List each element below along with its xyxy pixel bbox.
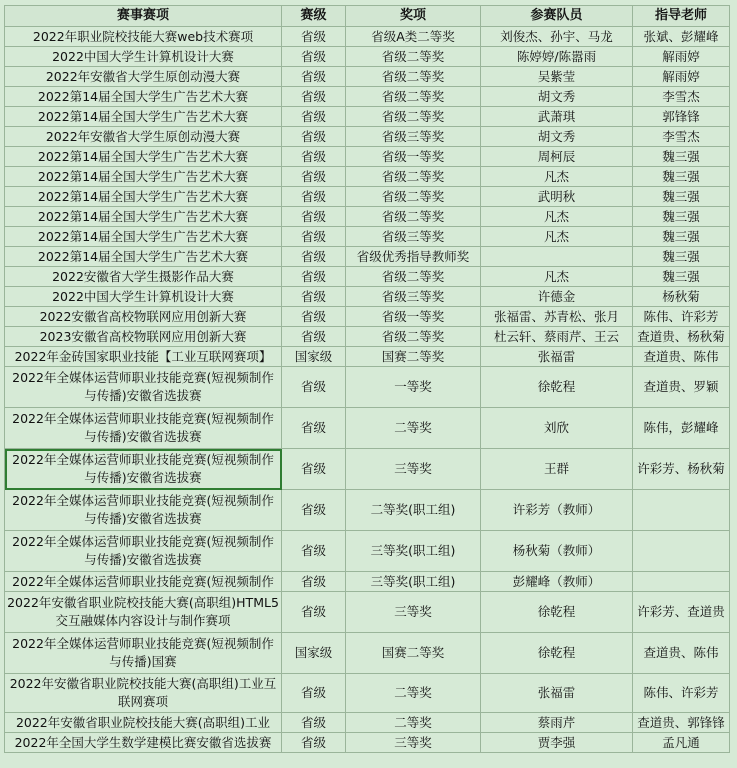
table-row	[5, 107, 730, 127]
table-body	[5, 27, 730, 753]
competition-cell[interactable]: 2022年全媒体运营师职业技能竞赛(短视频制作	[5, 572, 282, 592]
advisors-cell[interactable]: 魏三强	[633, 247, 730, 267]
table-row	[5, 67, 730, 87]
award-cell[interactable]: 二等奖(职工组)	[346, 490, 481, 531]
advisors-cell[interactable]: 陈伟，彭耀峰	[633, 408, 730, 449]
level-cell[interactable]: 省级	[282, 327, 346, 347]
advisors-cell[interactable]: 陈伟、许彩芳	[633, 307, 730, 327]
team-members-cell[interactable]: 杨秋菊（教师）	[481, 531, 633, 572]
advisors-cell[interactable]: 许彩芳、查道贵	[633, 592, 730, 633]
table-row	[5, 713, 730, 733]
awards-table	[4, 5, 730, 753]
advisors-cell[interactable]: 魏三强	[633, 147, 730, 167]
competition-cell[interactable]: 2022年全媒体运营师职业技能竞赛(短视频制作与传播)安徽省选拔赛	[5, 408, 282, 449]
award-cell[interactable]: 一等奖	[346, 367, 481, 408]
table-row	[5, 227, 730, 247]
award-cell[interactable]: 三等奖(职工组)	[346, 531, 481, 572]
level-cell[interactable]: 省级	[282, 267, 346, 287]
table-row	[5, 531, 730, 572]
competition-cell[interactable]: 2022年全媒体运营师职业技能竞赛(短视频制作与传播)安徽省选拔赛	[5, 367, 282, 408]
level-cell[interactable]: 省级	[282, 107, 346, 127]
competition-cell[interactable]: 2022安徽省高校物联网应用创新大赛	[5, 307, 282, 327]
award-cell[interactable]: 省级A类二等奖	[346, 27, 481, 47]
advisors-cell[interactable]: 魏三强	[633, 207, 730, 227]
level-cell[interactable]: 省级	[282, 87, 346, 107]
team-members-cell[interactable]: 贾李强	[481, 733, 633, 753]
award-cell[interactable]: 二等奖	[346, 713, 481, 733]
advisors-cell[interactable]: 魏三强	[633, 227, 730, 247]
competition-cell[interactable]: 2022第14届全国大学生广告艺术大赛	[5, 107, 282, 127]
competition-cell[interactable]: 2022第14届全国大学生广告艺术大赛	[5, 207, 282, 227]
award-cell[interactable]: 省级二等奖	[346, 327, 481, 347]
team-members-cell[interactable]: 吴紫莹	[481, 67, 633, 87]
table-row	[5, 327, 730, 347]
competition-cell[interactable]: 2022年安徽省大学生原创动漫大赛	[5, 67, 282, 87]
team-members-cell[interactable]: 武明秋	[481, 187, 633, 207]
level-cell[interactable]: 国家级	[282, 347, 346, 367]
level-cell[interactable]: 省级	[282, 147, 346, 167]
award-cell[interactable]: 省级二等奖	[346, 107, 481, 127]
award-cell[interactable]: 国赛二等奖	[346, 633, 481, 674]
advisors-cell[interactable]: 许彩芳、杨秋菊	[633, 449, 730, 490]
award-cell[interactable]: 省级二等奖	[346, 207, 481, 227]
team-members-cell[interactable]	[481, 247, 633, 267]
level-cell[interactable]: 省级	[282, 307, 346, 327]
level-cell[interactable]: 省级	[282, 67, 346, 87]
table-row	[5, 408, 730, 449]
team-members-cell[interactable]: 凡杰	[481, 207, 633, 227]
award-cell[interactable]: 省级一等奖	[346, 147, 481, 167]
competition-cell[interactable]: 2022年全媒体运营师职业技能竞赛(短视频制作与传播)安徽省选拔赛	[5, 531, 282, 572]
team-members-cell[interactable]: 凡杰	[481, 227, 633, 247]
award-cell[interactable]: 三等奖	[346, 733, 481, 753]
award-cell[interactable]: 省级二等奖	[346, 167, 481, 187]
level-cell[interactable]: 省级	[282, 572, 346, 592]
competition-cell[interactable]: 2022安徽省大学生摄影作品大赛	[5, 267, 282, 287]
level-cell[interactable]: 省级	[282, 187, 346, 207]
level-cell[interactable]: 省级	[282, 674, 346, 713]
team-members-cell[interactable]: 蔡雨芹	[481, 713, 633, 733]
header-row	[5, 6, 730, 27]
level-cell[interactable]: 省级	[282, 27, 346, 47]
team-members-cell[interactable]: 凡杰	[481, 167, 633, 187]
team-members-cell[interactable]: 陈婷婷/陈嚣雨	[481, 47, 633, 67]
competition-cell[interactable]: 2022第14届全国大学生广告艺术大赛	[5, 187, 282, 207]
team-members-cell[interactable]: 王群	[481, 449, 633, 490]
level-cell[interactable]: 省级	[282, 449, 346, 490]
advisors-cell[interactable]: 郭锋锋	[633, 107, 730, 127]
competition-cell[interactable]: 2022第14届全国大学生广告艺术大赛	[5, 227, 282, 247]
competition-cell[interactable]: 2022中国大学生计算机设计大赛	[5, 287, 282, 307]
team-members-cell[interactable]: 周柯辰	[481, 147, 633, 167]
team-members-cell[interactable]: 刘俊杰、孙宇、马龙	[481, 27, 633, 47]
award-cell[interactable]: 省级二等奖	[346, 87, 481, 107]
competition-cell[interactable]: 2022第14届全国大学生广告艺术大赛	[5, 247, 282, 267]
advisors-cell[interactable]: 查道贵、罗颖	[633, 367, 730, 408]
advisors-cell[interactable]: 查道贵、郭锋锋	[633, 713, 730, 733]
award-cell[interactable]: 省级二等奖	[346, 267, 481, 287]
header-advisors[interactable]: 指导老师	[633, 6, 730, 27]
level-cell[interactable]: 国家级	[282, 633, 346, 674]
team-members-cell[interactable]: 凡杰	[481, 267, 633, 287]
header-level[interactable]: 赛级	[282, 6, 346, 27]
level-cell[interactable]: 省级	[282, 733, 346, 753]
level-cell[interactable]: 省级	[282, 207, 346, 227]
table-row	[5, 572, 730, 592]
header-competition[interactable]: 赛事赛项	[5, 6, 282, 27]
team-members-cell[interactable]: 刘欣	[481, 408, 633, 449]
competition-cell[interactable]: 2022中国大学生计算机设计大赛	[5, 47, 282, 67]
competition-cell[interactable]: 2022年安徽省职业院校技能大赛(高职组)HTML5交互融媒体内容设计与制作赛项	[5, 592, 282, 633]
award-cell[interactable]: 三等奖	[346, 592, 481, 633]
table-row	[5, 127, 730, 147]
competition-cell[interactable]: 2022年职业院校技能大赛web技术赛项	[5, 27, 282, 47]
award-cell[interactable]: 三等奖	[346, 449, 481, 490]
advisors-cell[interactable]: 魏三强	[633, 187, 730, 207]
level-cell[interactable]: 省级	[282, 713, 346, 733]
level-cell[interactable]: 省级	[282, 247, 346, 267]
table-row	[5, 247, 730, 267]
advisors-cell[interactable]: 杨秋菊	[633, 287, 730, 307]
award-cell[interactable]: 二等奖	[346, 674, 481, 713]
competition-cell[interactable]: 2022年安徽省职业院校技能大赛(高职组)工业	[5, 713, 282, 733]
advisors-cell[interactable]: 查道贵、陈伟	[633, 633, 730, 674]
advisors-cell[interactable]	[633, 572, 730, 592]
table-row	[5, 592, 730, 633]
competition-cell[interactable]: 2022年安徽省大学生原创动漫大赛	[5, 127, 282, 147]
competition-cell[interactable]: 2022年安徽省职业院校技能大赛(高职组)工业互联网赛项	[5, 674, 282, 713]
award-cell[interactable]: 省级二等奖	[346, 187, 481, 207]
competition-cell[interactable]: 2022年金砖国家职业技能【工业互联网赛项】	[5, 347, 282, 367]
table-row	[5, 267, 730, 287]
level-cell[interactable]: 省级	[282, 531, 346, 572]
level-cell[interactable]: 省级	[282, 490, 346, 531]
award-cell[interactable]: 省级二等奖	[346, 47, 481, 67]
table-row	[5, 287, 730, 307]
team-members-cell[interactable]: 杜云轩、蔡雨芹、王云	[481, 327, 633, 347]
advisors-cell[interactable]	[633, 490, 730, 531]
competition-cell[interactable]: 2022第14届全国大学生广告艺术大赛	[5, 167, 282, 187]
table-row	[5, 207, 730, 227]
table-row	[5, 167, 730, 187]
table-row	[5, 367, 730, 408]
table-row	[5, 490, 730, 531]
table-row	[5, 27, 730, 47]
advisors-cell[interactable]: 查道贵、杨秋菊	[633, 327, 730, 347]
level-cell[interactable]: 省级	[282, 167, 346, 187]
level-cell[interactable]: 省级	[282, 367, 346, 408]
award-cell[interactable]: 省级一等奖	[346, 307, 481, 327]
team-members-cell[interactable]: 张福雷	[481, 674, 633, 713]
level-cell[interactable]: 省级	[282, 127, 346, 147]
team-members-cell[interactable]: 徐乾程	[481, 367, 633, 408]
team-members-cell[interactable]: 许德金	[481, 287, 633, 307]
team-members-cell[interactable]: 徐乾程	[481, 633, 633, 674]
award-cell[interactable]: 国赛二等奖	[346, 347, 481, 367]
advisors-cell[interactable]: 张斌、彭耀峰	[633, 27, 730, 47]
table-row	[5, 87, 730, 107]
competition-cell[interactable]: 2023安徽省高校物联网应用创新大赛	[5, 327, 282, 347]
level-cell[interactable]: 省级	[282, 592, 346, 633]
advisors-cell[interactable]: 李雪杰	[633, 127, 730, 147]
table-row	[5, 47, 730, 67]
team-members-cell[interactable]: 彭耀峰（教师）	[481, 572, 633, 592]
award-cell[interactable]: 省级优秀指导教师奖	[346, 247, 481, 267]
table-row	[5, 147, 730, 167]
team-members-cell[interactable]: 胡文秀	[481, 87, 633, 107]
advisors-cell[interactable]: 孟凡通	[633, 733, 730, 753]
award-cell[interactable]: 省级三等奖	[346, 227, 481, 247]
award-cell[interactable]: 省级三等奖	[346, 287, 481, 307]
table-row	[5, 449, 730, 490]
level-cell[interactable]: 省级	[282, 227, 346, 247]
advisors-cell[interactable]: 魏三强	[633, 167, 730, 187]
competition-cell[interactable]: 2022年全媒体运营师职业技能竞赛(短视频制作与传播)安徽省选拔赛	[5, 490, 282, 531]
competition-cell[interactable]: 2022年全媒体运营师职业技能竞赛(短视频制作与传播)安徽省选拔赛	[5, 449, 282, 490]
advisors-cell[interactable]: 解雨婷	[633, 67, 730, 87]
advisors-cell[interactable]	[633, 531, 730, 572]
advisors-cell[interactable]: 陈伟、许彩芳	[633, 674, 730, 713]
advisors-cell[interactable]: 魏三强	[633, 267, 730, 287]
advisors-cell[interactable]: 李雪杰	[633, 87, 730, 107]
table-row	[5, 347, 730, 367]
award-cell[interactable]: 省级三等奖	[346, 127, 481, 147]
team-members-cell[interactable]: 张福雷、苏青松、张月	[481, 307, 633, 327]
team-members-cell[interactable]: 胡文秀	[481, 127, 633, 147]
competition-cell[interactable]: 2022第14届全国大学生广告艺术大赛	[5, 147, 282, 167]
level-cell[interactable]: 省级	[282, 287, 346, 307]
level-cell[interactable]: 省级	[282, 408, 346, 449]
table-row	[5, 633, 730, 674]
advisors-cell[interactable]: 查道贵、陈伟	[633, 347, 730, 367]
header-award[interactable]: 奖项	[346, 6, 481, 27]
competition-cell[interactable]: 2022年全媒体运营师职业技能竞赛(短视频制作与传播)国赛	[5, 633, 282, 674]
competition-cell[interactable]: 2022第14届全国大学生广告艺术大赛	[5, 87, 282, 107]
advisors-cell[interactable]: 解雨婷	[633, 47, 730, 67]
team-members-cell[interactable]: 徐乾程	[481, 592, 633, 633]
table-row	[5, 733, 730, 753]
level-cell[interactable]: 省级	[282, 47, 346, 67]
table-row	[5, 307, 730, 327]
team-members-cell[interactable]: 武萧琪	[481, 107, 633, 127]
award-cell[interactable]: 省级二等奖	[346, 67, 481, 87]
table-row	[5, 187, 730, 207]
header-team-members[interactable]: 参赛队员	[481, 6, 633, 27]
competition-cell[interactable]: 2022年全国大学生数学建模比赛安徽省选拔赛	[5, 733, 282, 753]
award-cell[interactable]: 三等奖(职工组)	[346, 572, 481, 592]
team-members-cell[interactable]: 许彩芳（教师）	[481, 490, 633, 531]
award-cell[interactable]: 二等奖	[346, 408, 481, 449]
team-members-cell[interactable]: 张福雷	[481, 347, 633, 367]
table-row	[5, 674, 730, 713]
